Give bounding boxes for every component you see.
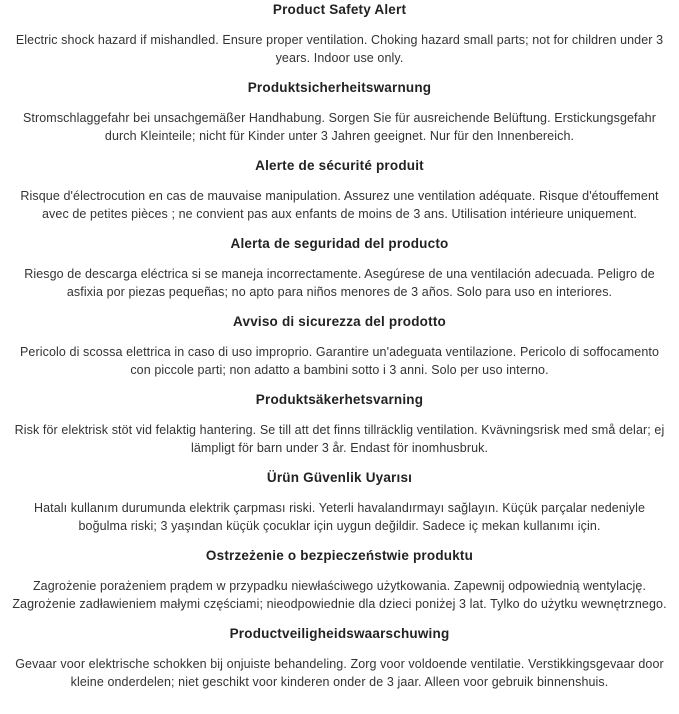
section-heading-english: Product Safety Alert <box>272 2 407 17</box>
safety-section-swedish <box>8 392 671 457</box>
section-body-french: Risque d'électrocution en cas de mauvaise manipulation. Assurez une ventilation adéquate. Risque d'étouffement avec de petites pièces ; ne convient pas aux enfants de moins de 3 ans. Utilisation intérieure uniquement. <box>20 189 659 221</box>
section-heading-german: Produktsicherheitswarnung <box>247 80 432 95</box>
safety-section-dutch <box>8 626 671 691</box>
section-heading-spanish: Alerta de seguridad del producto <box>230 236 449 251</box>
safety-section-english <box>8 2 671 67</box>
section-body-english: Electric shock hazard if mishandled. Ensure proper ventilation. Choking hazard small parts; not for children under 3 years. Indoor use only. <box>15 33 664 65</box>
safety-section-german <box>8 80 671 145</box>
section-body-swedish: Risk för elektrisk stöt vid felaktig hantering. Se till att det finns tillräcklig ventilation. Kvävningsrisk med små delar; ej lämpligt för barn under 3 år. Endast för inomhusbruk. <box>14 423 665 455</box>
section-heading-french: Alerte de sécurité produit <box>255 158 424 173</box>
section-body-spanish: Riesgo de descarga eléctrica si se maneja incorrectamente. Asegúrese de una ventilación adecuada. Peligro de asfixia por piezas pequeñas; no apto para niños menores de 3 años. Solo para uso en interiores. <box>24 267 655 299</box>
safety-section-spanish <box>8 236 671 301</box>
section-body-turkish: Hatalı kullanım durumunda elektrik çarpması riski. Yeterli havalandırmayı sağlayın. Küçük parçalar nedeniyle boğulma riski; 3 yaşından küçük çocuklar için uygun değildir. Sadece iç mekan kullanımı için. <box>33 501 646 533</box>
section-heading-swedish: Produktsäkerhetsvarning <box>255 392 424 407</box>
safety-section-polish <box>8 548 671 613</box>
section-heading-dutch: Productveiligheidswaarschuwing <box>229 626 450 641</box>
section-body-polish: Zagrożenie porażeniem prądem w przypadku niewłaściwego użytkowania. Zapewnij odpowiednią wentylację. Zagrożenie zadławieniem małymi częściami; nieodpowiednie dla dzieci poniżej 3 lat. Tylko do użytku wewnętrznego. <box>12 579 667 611</box>
section-heading-italian: Avviso di sicurezza del prodotto <box>233 314 446 329</box>
section-body-dutch: Gevaar voor elektrische schokken bij onjuiste behandeling. Zorg voor voldoende ventilatie. Verstikkingsgevaar door kleine onderdelen; niet geschikt voor kinderen onder de 3 jaar. Alleen voor gebruik binnenshuis. <box>15 657 664 689</box>
section-heading-polish: Ostrzeżenie o bezpieczeństwie produktu <box>205 548 474 563</box>
section-body-italian: Pericolo di scossa elettrica in caso di uso improprio. Garantire un'adeguata ventilazione. Pericolo di soffocamento con piccole parti; non adatto a bambini sotto i 3 anni. Solo per uso interno. <box>20 345 659 377</box>
safety-section-italian <box>8 314 671 379</box>
section-body-german: Stromschlaggefahr bei unsachgemäßer Handhabung. Sorgen Sie für ausreichende Belüftung. Erstickungsgefahr durch Kleinteile; nicht für Kinder unter 3 Jahren geeignet. Nur für den Innenbereich. <box>22 111 656 143</box>
safety-section-french <box>8 158 671 223</box>
section-heading-turkish: Ürün Güvenlik Uyarısı <box>266 470 413 485</box>
safety-section-turkish <box>8 470 671 535</box>
